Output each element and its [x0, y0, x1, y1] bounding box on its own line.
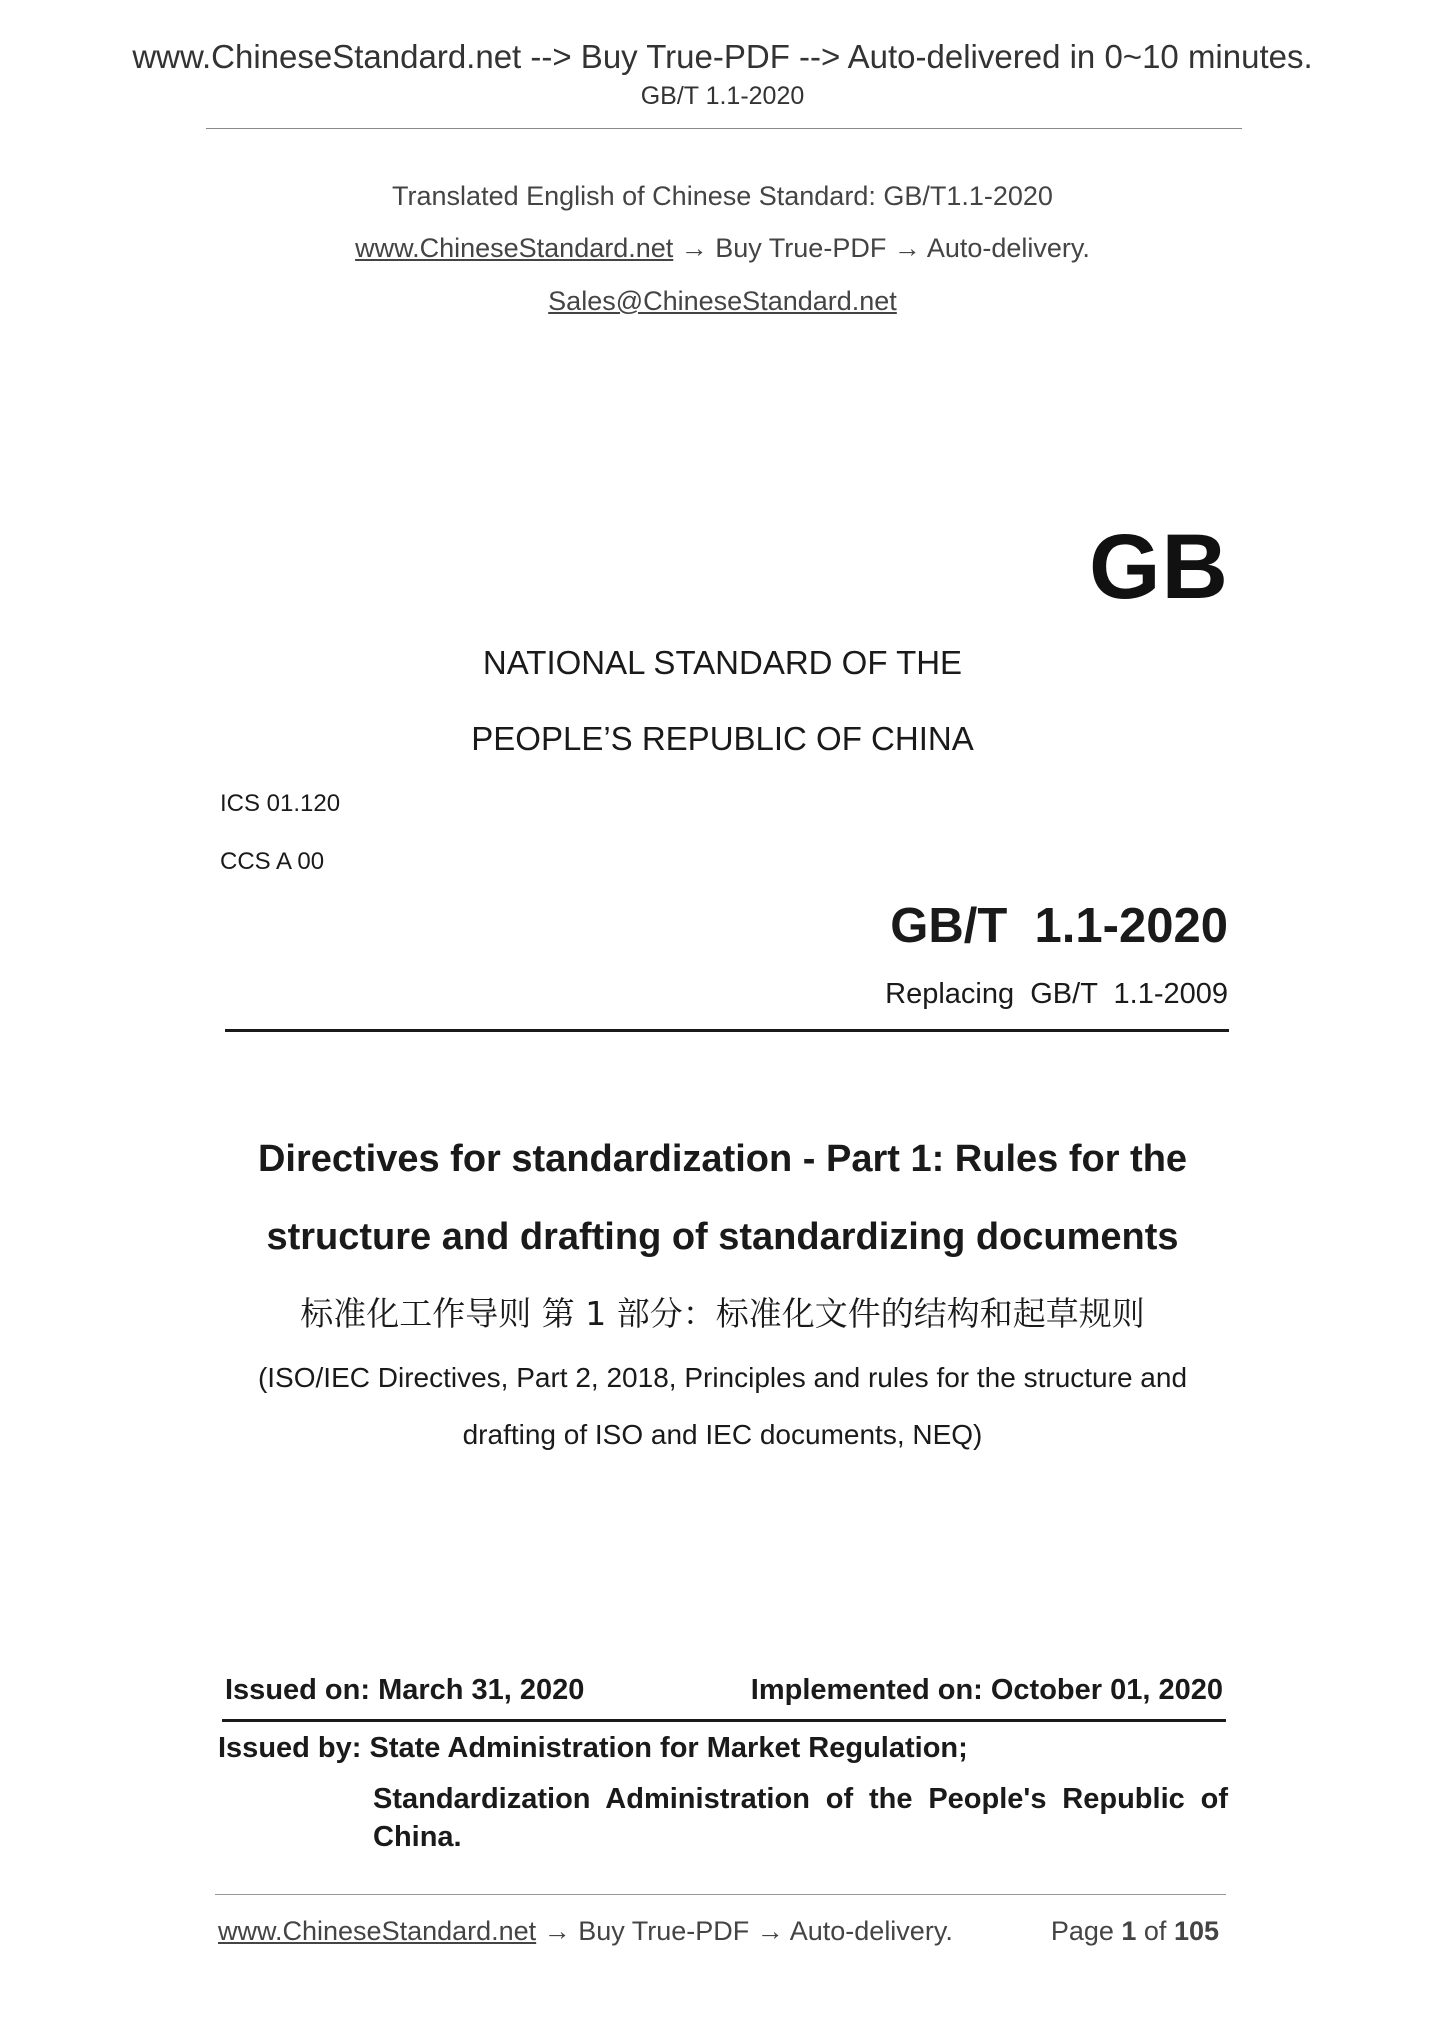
sales-email-link[interactable]: Sales@ChineseStandard.net	[548, 286, 897, 316]
title-chinese: 标准化工作导则 第 1 部分：标准化文件的结构和起草规则	[300, 1294, 1145, 1333]
national-standard-line-1: NATIONAL STANDARD OF THE	[482, 644, 963, 681]
buy-line	[0, 233, 1445, 264]
translated-notice: Translated English of Chinese Standard: GB/T1.1-2020	[392, 181, 1053, 211]
iso-reference-line-1: (ISO/IEC Directives, Part 2, 2018, Principles and rules for the structure and	[257, 1362, 1188, 1393]
sales-email-line	[0, 286, 1445, 317]
top-banner: www.ChineseStandard.net --> Buy True-PDF --> Auto-delivered in 0~10 minutes.	[132, 38, 1313, 75]
site-link[interactable]: www.ChineseStandard.net	[355, 233, 674, 263]
cover-divider	[225, 1029, 1229, 1032]
implemented-on-date: Implemented on: October 01, 2020	[750, 1674, 1223, 1706]
gb-logo: GB	[1089, 516, 1229, 618]
footer-buy-text: → Buy True-PDF → Auto-delivery.	[536, 1916, 953, 1946]
standard-number: GB/T 1.1-2020	[890, 899, 1228, 953]
page-indicator	[1051, 1916, 1219, 1947]
footer-buy-line	[218, 1916, 953, 1947]
iso-reference-line-2: drafting of ISO and IEC documents, NEQ)	[462, 1419, 983, 1450]
issued-by: Issued by: State Administration for Market Regulation;	[218, 1732, 968, 1764]
header-standard-code: GB/T 1.1-2020	[640, 82, 805, 110]
title-line-1: Directives for standardization - Part 1: Rules for the	[257, 1138, 1188, 1180]
page-label: Page	[1050, 1916, 1122, 1946]
dates-divider	[222, 1719, 1226, 1722]
page-total: 105	[1173, 1916, 1219, 1946]
page-number: 1	[1121, 1916, 1137, 1946]
footer-divider	[215, 1894, 1226, 1895]
national-standard-line-2: PEOPLE’S REPUBLIC OF CHINA	[471, 720, 974, 757]
issued-by-second-authority: Standardization Administration of the People's Republic of China.	[373, 1783, 1228, 1853]
footer-site-link[interactable]: www.ChineseStandard.net	[218, 1916, 537, 1946]
page-of-label: of	[1136, 1916, 1174, 1946]
header-divider	[206, 128, 1242, 129]
ics-code: ICS 01.120	[220, 790, 341, 817]
buy-line-text: → Buy True-PDF → Auto-delivery.	[673, 233, 1090, 263]
ccs-code: CCS A 00	[220, 848, 325, 875]
replacing-note: Replacing GB/T 1.1-2009	[885, 978, 1228, 1010]
title-line-2: structure and drafting of standardizing documents	[266, 1216, 1179, 1258]
issued-on-date: Issued on: March 31, 2020	[225, 1674, 585, 1706]
